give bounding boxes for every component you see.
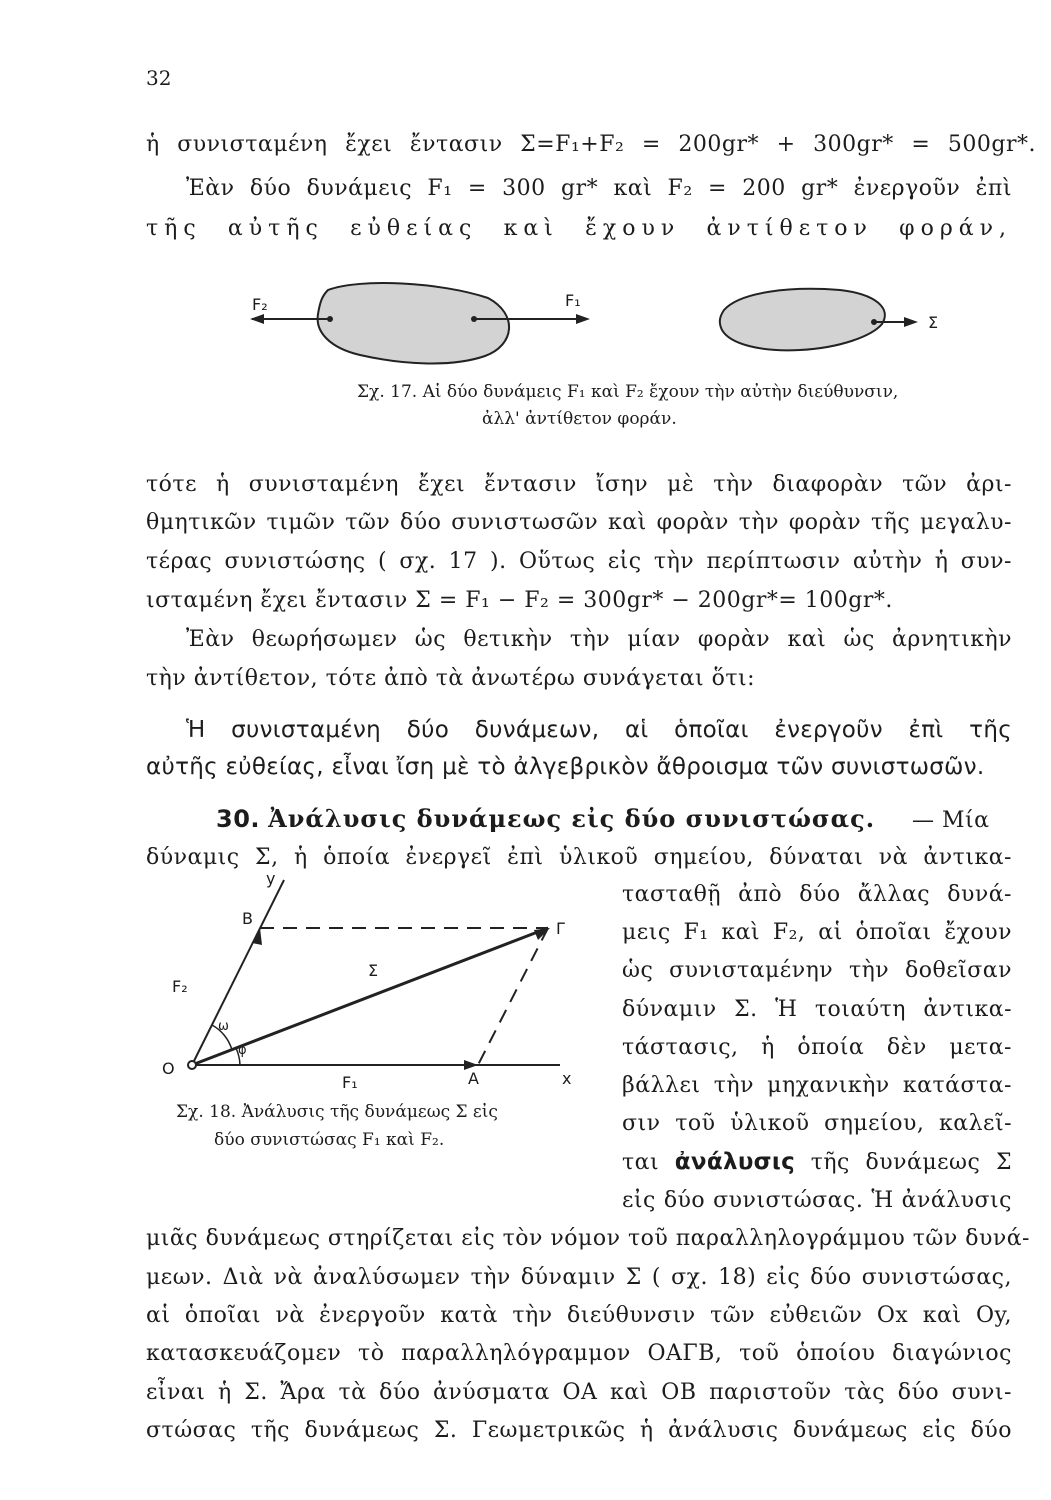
text-line: αἱ ὁποῖαι νὰ ἐνεργοῦν κατὰ τὴν διεύθυνσιν τῶν εὐθειῶν Ox καὶ Oy, [146, 1303, 1012, 1328]
fig18-label-a: A [468, 1069, 479, 1088]
section-title: Ἀνάλυσις δυνάμεως εἰς δύο συνιστώσας. [268, 804, 876, 833]
text-line: μιᾶς δυνάμεως στηρίζεται εἰς τὸν νόμον τοῦ παραλληλογράμμου τῶν δυνά- [146, 1226, 1030, 1251]
text-line: δύναμις Σ, ἡ ὁποία ἐνεργεῖ ἐπὶ ὑλικοῦ σημείου, δύναται νὰ ἀντικα- [146, 845, 1012, 870]
text-line: κατασκευάζομεν τὸ παραλληλόγραμμον ΟΑΓΒ, τοῦ ὁποίου διαγώνιος [146, 1341, 1012, 1366]
section-heading [216, 804, 875, 834]
text-line: εἶναι ἡ Σ. Ἄρα τὰ δύο ἀνύσματα ΟΑ καὶ ΟΒ παριστοῦν τὰς δύο συνι- [146, 1380, 1012, 1405]
term-analysis: ἀνάλυσις [674, 1149, 796, 1175]
text-line: βάλλει τὴν μηχανικὴν κατάστα- [622, 1073, 1012, 1098]
fig18-caption: δύο συνιστώσας F₁ καὶ F₂. [214, 1130, 445, 1150]
axis-y [192, 880, 284, 1065]
text-line: μεις F₁ καὶ F₂, αἱ ὁποῖαι ἔχουν [622, 920, 1012, 945]
fig17-label-sigma: Σ [928, 313, 939, 332]
f1-arrowhead [576, 314, 590, 324]
text-line: ισταμένη ἔχει ἔντασιν Σ = F₁ − F₂ = 300gr* − 200gr*= 100gr*. [146, 588, 893, 613]
fig18-label-o: O [162, 1059, 175, 1078]
text-line: τασταθῇ ἀπὸ δύο ἄλλας δυνά- [622, 882, 1012, 907]
text-line: τὴν ἀντίθετον, τότε ἀπὸ τὰ ἀνωτέρω συνάγεται ὅτι: [146, 666, 756, 691]
fig18-label-x: x [562, 1069, 572, 1088]
figure-17 [0, 270, 1051, 380]
section-dash-text: — Μία [912, 808, 990, 833]
text-line: ἡ συνισταμένη ἔχει ἔντασιν Σ=F₁+F₂ = 200gr* + 300gr* = 500gr*. [146, 132, 1036, 157]
fig18-label-y: y [266, 869, 276, 888]
sigma-arrowhead [904, 317, 918, 327]
page-number: 32 [146, 66, 172, 90]
fig17-label-f2: F₂ [252, 295, 268, 314]
fig18-label-phi: φ [238, 1043, 247, 1058]
text-line: Ἐὰν θεωρήσωμεν ὡς θετικὴν τὴν μίαν φορὰν καὶ ὡς ἀρνητικὴν [186, 627, 1012, 652]
text-line: τότε ἡ συνισταμένη ἔχει ἔντασιν ἴσην μὲ τὴν διαφορὰν τῶν ἀρι- [146, 472, 1012, 497]
fig18-label-f1: F₁ [342, 1073, 358, 1092]
text-line: μεων. Διὰ νὰ ἀναλύσωμεν τὴν δύναμιν Σ ( σχ. 18) εἰς δύο συνιστώσας, [146, 1265, 1012, 1290]
fig18-label-omega: ω [218, 1019, 229, 1034]
text-line: δύναμιν Σ. Ἡ τοιαύτη ἀντικα- [622, 997, 1012, 1022]
body-blob-right [720, 289, 885, 350]
fig18-label-g: Γ [556, 919, 565, 938]
text-line: στώσας τῆς δυνάμεως Σ. Γεωμετρικῶς ἡ ἀνάλυσις δυνάμεως εἰς δύο [146, 1418, 1012, 1443]
text-line: τῆς αὐτῆς εὐθείας καὶ ἔχουν ἀντίθετον φοράν, [146, 216, 1012, 241]
dashed-ga [478, 928, 548, 1065]
text-line: Ἐὰν δύο δυνάμεις F₁ = 300 gr* καὶ F₂ = 200 gr* ἐνεργοῦν ἐπὶ [186, 176, 1012, 201]
fig18-label-sigma: Σ [368, 961, 379, 980]
text-span: ται [622, 1150, 660, 1175]
text-line [622, 1147, 1012, 1178]
text-line: τάστασις, ἡ ὁποία δὲν μετα- [622, 1035, 1012, 1060]
text-line: τέρας συνιστώσης ( σχ. 17 ). Οὕτως εἰς τὴν περίπτωσιν αὐτὴν ἡ συν- [146, 549, 1012, 574]
fig18-label-b: B [242, 909, 253, 928]
f2-arrowhead [252, 928, 262, 945]
text-line: σιν τοῦ ὑλικοῦ σημείου, καλεῖ- [622, 1111, 1012, 1136]
f2-arrowhead [250, 314, 264, 324]
text-line: εἰς δύο συνιστώσας. Ἡ ἀνάλυσις [622, 1188, 1012, 1213]
body-blob-left [318, 283, 509, 363]
text-line: ὡς συνισταμένην τὴν δοθεῖσαν [622, 958, 1012, 983]
figure-18 [150, 870, 590, 1110]
fig17-caption: ἀλλ' ἀντίθετον φοράν. [482, 409, 677, 429]
rule-line: Ἡ συνισταμένη δύο δυνάμεων, αἱ ὁποῖαι ἐνεργοῦν ἐπὶ τῆς [186, 717, 1012, 743]
text-line: θμητικῶν τιμῶν τῶν δύο συνιστωσῶν καὶ φορὰν τὴν φορὰν τῆς μεγαλυ- [146, 510, 1012, 535]
section-number: 30. [216, 805, 261, 833]
fig18-label-f2: F₂ [172, 977, 188, 996]
rule-line: αὐτῆς εὐθείας, εἶναι ἴση μὲ τὸ ἀλγεβρικὸν ἄθροισμα τῶν συνιστωσῶν. [146, 754, 985, 780]
fig17-label-f1: F₁ [565, 291, 581, 310]
fig17-caption: Σχ. 17. Αἱ δύο δυνάμεις F₁ καὶ F₂ ἔχουν τὴν αὐτὴν διεύθυνσιν, [357, 382, 899, 402]
fig18-caption: Σχ. 18. Ἀνάλυσις τῆς δυνάμεως Σ εἰς [176, 1102, 498, 1122]
text-span: τῆς δυνάμεως Σ [810, 1150, 1012, 1175]
